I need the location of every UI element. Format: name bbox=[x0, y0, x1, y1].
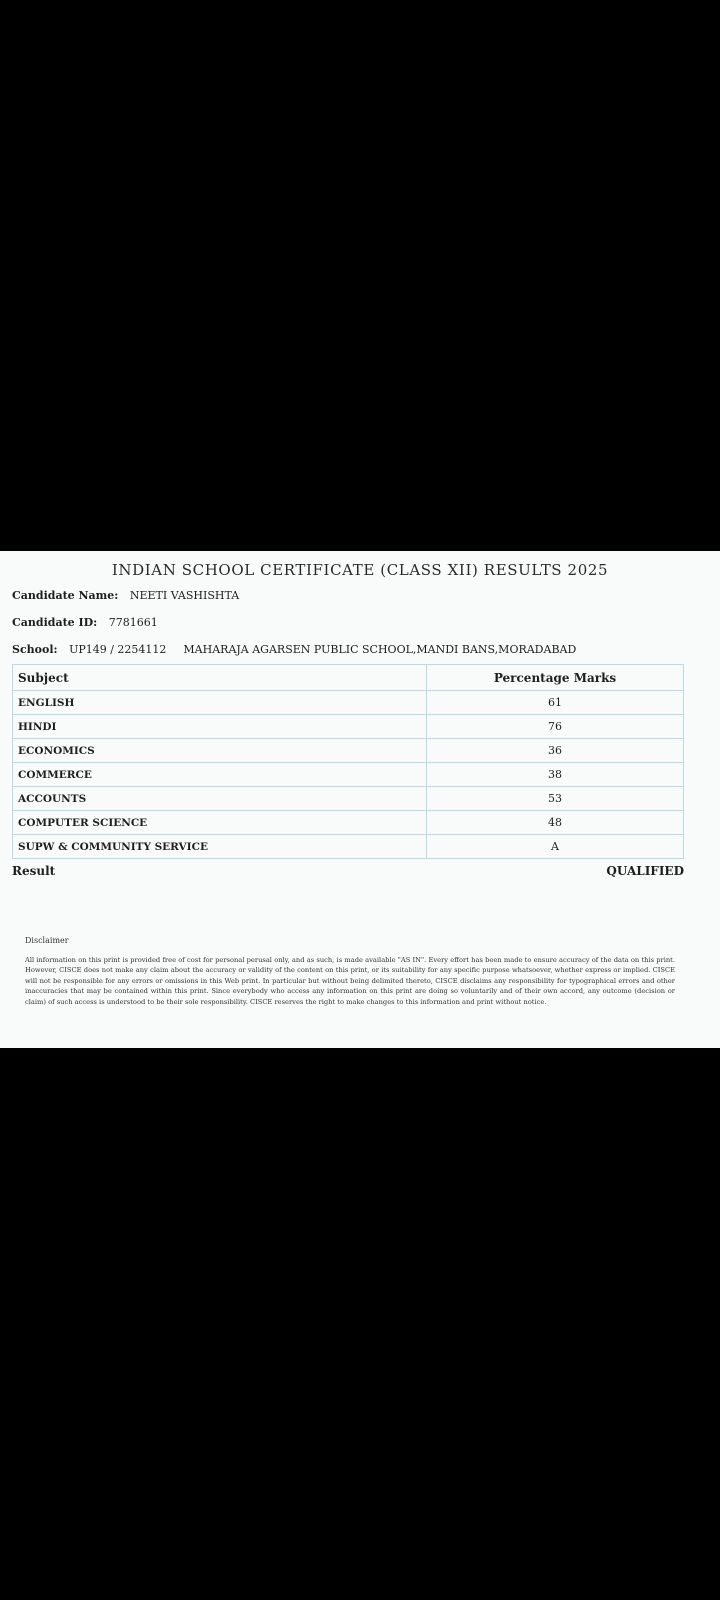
marks-cell: 61 bbox=[427, 691, 684, 715]
table-row bbox=[13, 787, 684, 811]
subject-cell: COMPUTER SCIENCE bbox=[13, 811, 427, 835]
school-name: MAHARAJA AGARSEN PUBLIC SCHOOL,MANDI BANS,MORADABAD bbox=[183, 643, 577, 656]
page-title: INDIAN SCHOOL CERTIFICATE (CLASS XII) RESULTS 2025 bbox=[111, 561, 609, 579]
candidate-id-label: Candidate ID: bbox=[12, 616, 98, 629]
result-label: Result bbox=[12, 864, 56, 878]
marks-cell: 53 bbox=[427, 787, 684, 811]
subject-cell: HINDI bbox=[13, 715, 427, 739]
marks-cell: 38 bbox=[427, 763, 684, 787]
marks-cell: 48 bbox=[427, 811, 684, 835]
marks-table bbox=[12, 664, 684, 859]
subject-cell: COMMERCE bbox=[13, 763, 427, 787]
column-header-subject: Subject bbox=[13, 665, 427, 691]
marks-cell: A bbox=[427, 835, 684, 859]
disclaimer-title: Disclaimer bbox=[25, 936, 69, 945]
column-header-percentage-marks: Percentage Marks bbox=[427, 665, 684, 691]
table-row bbox=[13, 691, 684, 715]
school-label: School: bbox=[12, 643, 58, 656]
result-sheet bbox=[0, 551, 720, 1048]
school-code: UP149 / 2254112 bbox=[69, 643, 167, 656]
table-row bbox=[13, 811, 684, 835]
marks-table-header bbox=[13, 665, 684, 691]
result-status: QUALIFIED bbox=[606, 864, 684, 878]
candidate-id-row bbox=[12, 616, 158, 629]
marks-cell: 76 bbox=[427, 715, 684, 739]
candidate-name-row bbox=[12, 589, 239, 602]
table-row bbox=[13, 763, 684, 787]
table-row bbox=[13, 835, 684, 859]
subject-cell: ECONOMICS bbox=[13, 739, 427, 763]
candidate-name-label: Candidate Name: bbox=[12, 589, 119, 602]
disclaimer-text: All information on this print is provided free of cost for personal perusal only, and as such, is made available "AS IN". Every effort has been made to ensure accuracy of the data on this print. However, CISCE does not make any claim about the accuracy or validity of the content on this print, or its suitability for any specific purpose whatsoever, whether express or implied. CISCE will not be responsible for any errors or omissions in this Web print. In particular but without being delimited thereto, CISCE disclaims any responsibility for typographical errors and other inaccuracies that may be contained within this print. Since everybody who access any information on this print are doing so voluntarily and of their own accord, any outcome (decision or claim) of such access is understood to be their sole responsibility. CISCE reserves the right to make changes to this information and print without notice. bbox=[25, 956, 675, 1006]
table-row bbox=[13, 739, 684, 763]
subject-cell: ACCOUNTS bbox=[13, 787, 427, 811]
table-row bbox=[13, 715, 684, 739]
subject-cell: SUPW & COMMUNITY SERVICE bbox=[13, 835, 427, 859]
subject-cell: ENGLISH bbox=[13, 691, 427, 715]
school-row bbox=[12, 643, 576, 656]
candidate-name-value: NEETI VASHISHTA bbox=[129, 589, 240, 602]
candidate-id-value: 7781661 bbox=[108, 616, 158, 629]
marks-cell: 36 bbox=[427, 739, 684, 763]
